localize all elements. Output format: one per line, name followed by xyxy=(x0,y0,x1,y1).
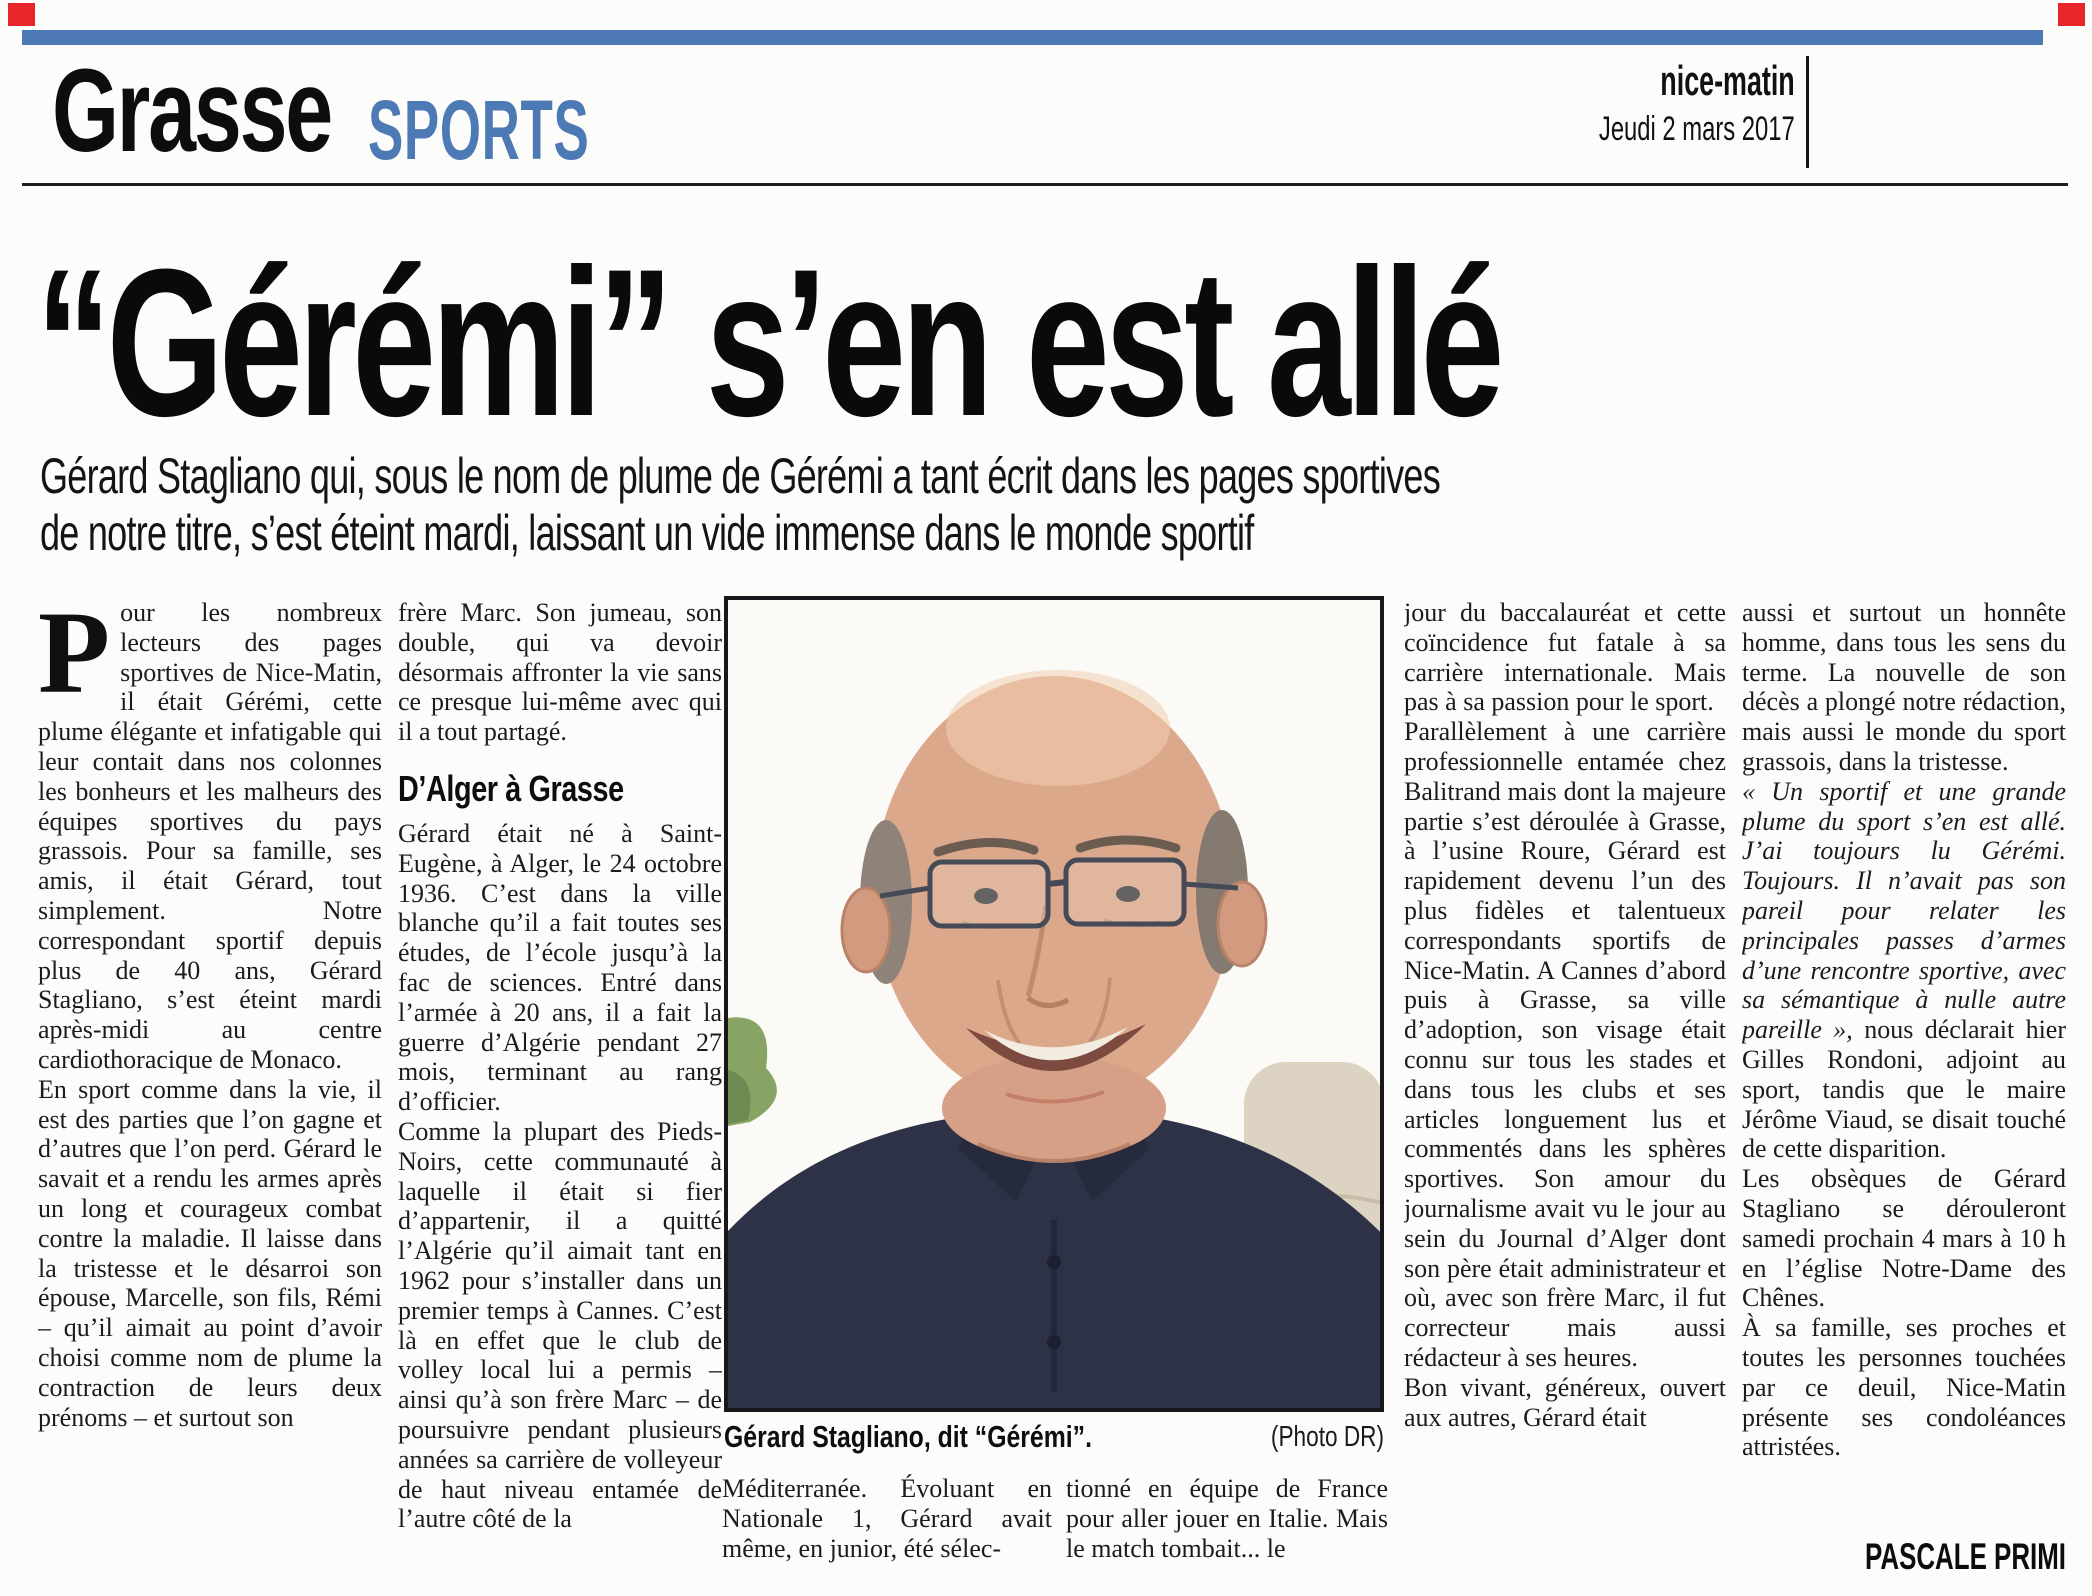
masthead-blue-bar xyxy=(22,30,2043,45)
photo-caption-row xyxy=(724,1420,1384,1460)
standfirst-line-2: de notre titre, s’est éteint mardi, laissant un vide immense dans le monde sportif xyxy=(40,505,1254,561)
quote-attribution: nous déclarait hier Gilles Rondoni, adjoint au sport, tandis que le maire Jérôme Viaud, se disait touché de cette disparition. xyxy=(1742,1015,2066,1164)
brand-title: nice-matin xyxy=(1660,57,1795,104)
photo-credit: (Photo DR) xyxy=(1270,1421,1384,1453)
article-headline: “Gérémi” s’en est allé xyxy=(36,225,1500,460)
article-column-5 xyxy=(1742,598,2066,1540)
edition-date: Jeudi 2 mars 2017 xyxy=(1599,110,1795,148)
body-paragraph: À sa famille, ses proches et toutes les personnes touchées par ce deuil, Nice-Matin présente ses condoléances attristées. xyxy=(1742,1313,2066,1462)
masthead-right-block xyxy=(1515,57,1795,148)
article-column-4 xyxy=(1404,598,1726,1596)
quote-italic: « Un sportif et une grande plume du sport s’en est allé. J’ai toujours lu Gérémi. Toujours. Il n’avait pas son pareil pour relater les principales passes d’armes d’une rencontre sportive, avec sa sémantique à nulle autre pareille », xyxy=(1742,776,2066,1045)
body-paragraph: En sport comme dans la vie, il est des parties que l’on gagne et d’autres que l’on perd. Gérard le savait et a rendu les armes après un long et courageux combat contre la maladie. Il laisse dans la tristesse et le désarroi son épouse, Marcelle, son fils, Rémi – qu’il aimait au point d’avoir choisi comme nom de plume la contraction de leurs deux prénoms – et surtout son xyxy=(38,1074,382,1432)
body-paragraph: aussi et surtout un honnête homme, dans tous les sens du terme. La nouvelle de son décès a plongé notre rédaction, mais aussi le monde du sport grassois, dans la tristesse. xyxy=(1742,598,2066,776)
body-paragraph xyxy=(38,598,382,1075)
body-paragraph: Les obsèques de Gérard Stagliano se dérouleront samedi prochain 4 mars à 10 h en l’église Notre-Dame des Chênes. xyxy=(1742,1164,2066,1313)
body-paragraph: Parallèlement à une carrière professionnelle entamée chez Balitrand mais dont la majeure partie s’est déroulée à Grasse, à l’usine Roure, Gérard est rapidement devenu l’un des plus fidèles et talentueux correspondants sportifs de Nice-Matin. A Cannes d’abord puis à Grasse, sa ville d’adoption, son visage était connu sur tous les stades et dans tous les clubs et ses articles longuement lus et commentés dans les sphères sportives. Son amour du journalisme avait vu le jour au sein du Journal d’Alger dont son père était administrateur et où, avec son frère Marc, il fut correcteur mais aussi rédacteur à ses heures. xyxy=(1404,717,1726,1372)
section-title: Grasse xyxy=(52,45,332,177)
section-topic: SPORTS xyxy=(368,83,590,177)
paragraph-text: our les nombreux lecteurs des pages sportives de Nice-Matin, il était Gérémi, cette plume élégante et infatigable qui leur contait dans nos colonnes les bonheurs et les malheurs des équipes sportives du pays grassois. Pour sa famille, ses amis, il était Gérard, tout simplement. Notre correspondant sportif depuis plus de 40 ans, Gérard Stagliano, s’est éteint mardi après-midi au centre cardiothoracique de Monaco. xyxy=(38,598,382,1074)
article-column-4-stub xyxy=(1066,1474,1388,1570)
standfirst xyxy=(40,448,1440,562)
body-paragraph: Gérard était né à Saint-Eugène, à Alger, le 24 octobre 1936. C’est dans la ville blanche qu’il a fait toutes ses études, de l’école jusqu’à la fac de sciences. Entré dans l’armée à 20 ans, il a fait la guerre d’Algérie pendant 27 mois, terminant au rang d’officier. xyxy=(398,818,722,1117)
drop-cap: P xyxy=(38,598,111,718)
header-rule xyxy=(22,183,2068,186)
quote-paragraph xyxy=(1742,777,2066,1164)
body-paragraph: tionné en équipe de France pour aller jouer en Italie. Mais le match tombait... le xyxy=(1066,1474,1388,1563)
body-paragraph: Comme la plupart des Pieds-Noirs, cette communauté à laquelle il était si fier d’appartenir, il a quitté l’Algérie qu’il aimait tant en 1962 pour s’installer dans un premier temps à Cannes. C’est là en effet que le club de volley local lui a permis – ainsi qu’à son frère Marc – de poursuivre pendant plusieurs années sa carrière de volleyeur de haut niveau entamée de l’autre côté de la xyxy=(398,1116,722,1534)
body-paragraph: Bon vivant, généreux, ouvert aux autres, Gérard était xyxy=(1404,1372,1726,1432)
standfirst-line-1: Gérard Stagliano qui, sous le nom de plume de Gérémi a tant écrit dans les pages sportives xyxy=(40,448,1440,504)
article-column-3-stub xyxy=(722,1474,1052,1570)
body-paragraph: frère Marc. Son jumeau, son double, qui va devoir désormais affronter la vie sans ce presque lui-même avec qui il a tout partagé. xyxy=(398,598,722,747)
article-column-1 xyxy=(38,598,382,1596)
scan-corner-marker-right xyxy=(2058,3,2085,26)
byline: PASCALE PRIMI xyxy=(1865,1536,2066,1577)
article-column-2 xyxy=(398,598,722,1596)
portrait-photo xyxy=(728,600,1380,1408)
portrait-photo-frame xyxy=(724,596,1384,1412)
crosshead: D’Alger à Grasse xyxy=(398,767,624,809)
header-divider-line xyxy=(1806,56,1809,168)
body-paragraph: jour du baccalauréat et cette coïncidence fut fatale à sa carrière internationale. Mais pas à sa passion pour le sport. xyxy=(1404,598,1726,717)
photo-caption: Gérard Stagliano, dit “Gérémi”. xyxy=(724,1419,1092,1454)
body-paragraph: Méditerranée. Évoluant en Nationale 1, Gérard avait même, en junior, été sélec- xyxy=(722,1474,1052,1563)
scan-corner-marker-left xyxy=(8,3,35,26)
